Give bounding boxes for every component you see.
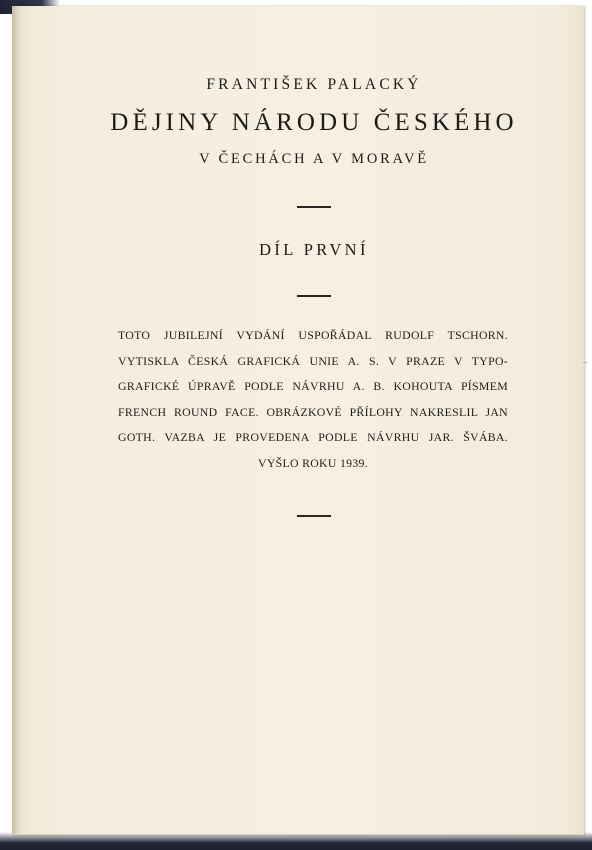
colophon-line: GOTH. VAZBA JE PROVEDENA PODLE NÁVRHU JAR. ŠVÁBA.: [118, 430, 508, 444]
colophon-line: VYŠLO ROKU 1939.: [258, 455, 368, 470]
divider-rule: [297, 515, 331, 517]
colophon-line: GRAFICKÉ ÚPRAVĚ PODLE NÁVRHU A. B. KOHOUTA PÍSMEM: [118, 379, 508, 393]
author-name: FRANTIŠEK PALACKÝ: [206, 76, 422, 93]
paper-mark: [583, 362, 587, 363]
colophon: [118, 323, 508, 476]
colophon-line: TOTO JUBILEJNÍ VYDÁNÍ USPOŘÁDAL RUDOLF TSCHORN.: [118, 328, 508, 342]
volume-label: DÍL PRVNÍ: [259, 240, 369, 259]
book-title: DĚJINY NÁRODU ČESKÉHO: [110, 109, 518, 136]
colophon-line: FRENCH ROUND FACE. OBRÁZKOVÉ PŘÍLOHY NAKRESLIL JAN: [118, 404, 508, 419]
divider-rule: [297, 295, 331, 297]
book-subtitle: V ČECHÁCH A V MORAVĚ: [199, 151, 429, 167]
title-page: [12, 6, 584, 835]
colophon-line: VYTISKLA ČESKÁ GRAFICKÁ UNIE A. S. V PRAZE V TYPO-: [118, 353, 508, 368]
divider-rule: [297, 206, 331, 208]
